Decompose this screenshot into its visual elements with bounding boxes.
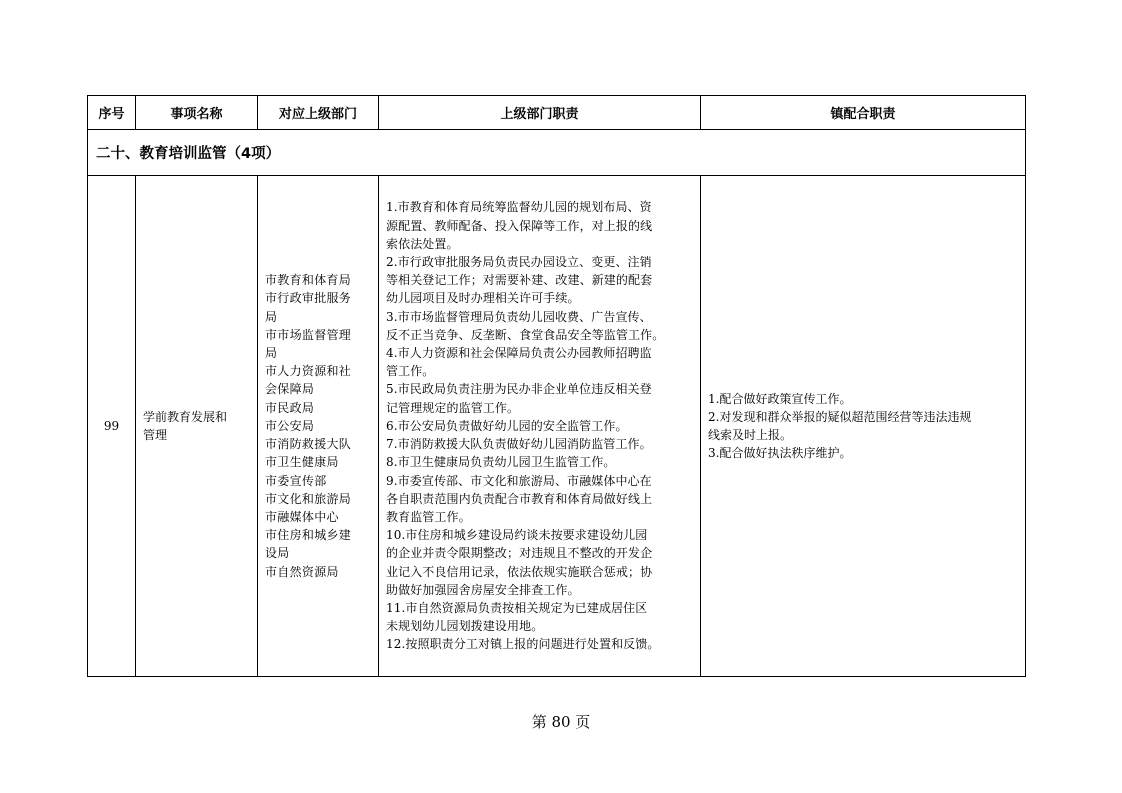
section-title: 二十、教育培训监管（4项） [88, 130, 1026, 176]
header-town: 镇配合职责 [701, 96, 1026, 130]
responsibility-table [87, 95, 1026, 677]
header-no: 序号 [88, 96, 136, 130]
row-number: 99 [88, 176, 136, 677]
page-number: 第 80 页 [531, 713, 591, 731]
table-row [88, 176, 1026, 677]
header-item: 事项名称 [136, 96, 258, 130]
section-row [88, 130, 1026, 176]
table-header-row [88, 96, 1026, 130]
row-town-duties: 1.配合做好政策宣传工作。 2.对发现和群众举报的疑似超范围经营等违法违规 线索及时上报。 3.配合做好执法秩序维护。 [708, 391, 972, 461]
row-depts-cell [258, 176, 379, 677]
header-duty: 上级部门职责 [379, 96, 701, 130]
row-duties-cell [379, 176, 701, 677]
row-duties: 1.市教育和体育局统筹监督幼儿园的规划布局、资 源配置、教师配备、投入保障等工作，对上报的线 索依法处置。 2.市行政审批服务局负责民办园设立、变更、注销 等相关登记工作；对需要补建、改建、新建的配套 幼儿园项目及时办理相关许可手续。 3.市市场监督管理局负责幼儿园收费、广告宣传、 反不正当竞争、反垄断、食堂食品安全等监管工作。 4.市人力资源和社会保障局负责公办园教师招聘监 管工作。 5.市民政局负责注册为民办非企业单位违反相关登 记管理规定的监管工作。 6.市公安局负责做好幼儿园的安全监管工作。 7.市消防救援大队负责做好幼儿园消防监管工作。 8.市卫生健康局负责幼儿园卫生监管工作。 9.市委宣传部、市文化和旅游局、市融媒体中心在 各自职责范围内负责配合市教育和体育局做好线上 教育监管工作。 10.市住房和城乡建设局约谈未按要求建设幼儿园 的企业并责令限期整改；对违规且不整改的开发企 业记入不良信用记录，依法依规实施联合惩戒；协 助做好加强园舍房屋安全排查工作。 11.市自然资源局负责按相关规定为已建成居住区 未规划幼儿园划拨建设用地。 12.按照职责分工对镇上报的问题进行处置和反馈。 [386, 200, 665, 652]
row-town-cell [701, 176, 1026, 677]
row-item-cell [136, 176, 258, 677]
header-dept: 对应上级部门 [258, 96, 379, 130]
row-departments: 市教育和体育局 市行政审批服务 局 市市场监督管理 局 市人力资源和社 会保障局 市民政局 市公安局 市消防救援大队 市卫生健康局 市委宣传部 市文化和旅游局 市融媒体中心 市住房和城乡建 设局 市自然资源局 [265, 273, 352, 579]
row-item-name: 学前教育发展和 管理 [143, 409, 228, 442]
